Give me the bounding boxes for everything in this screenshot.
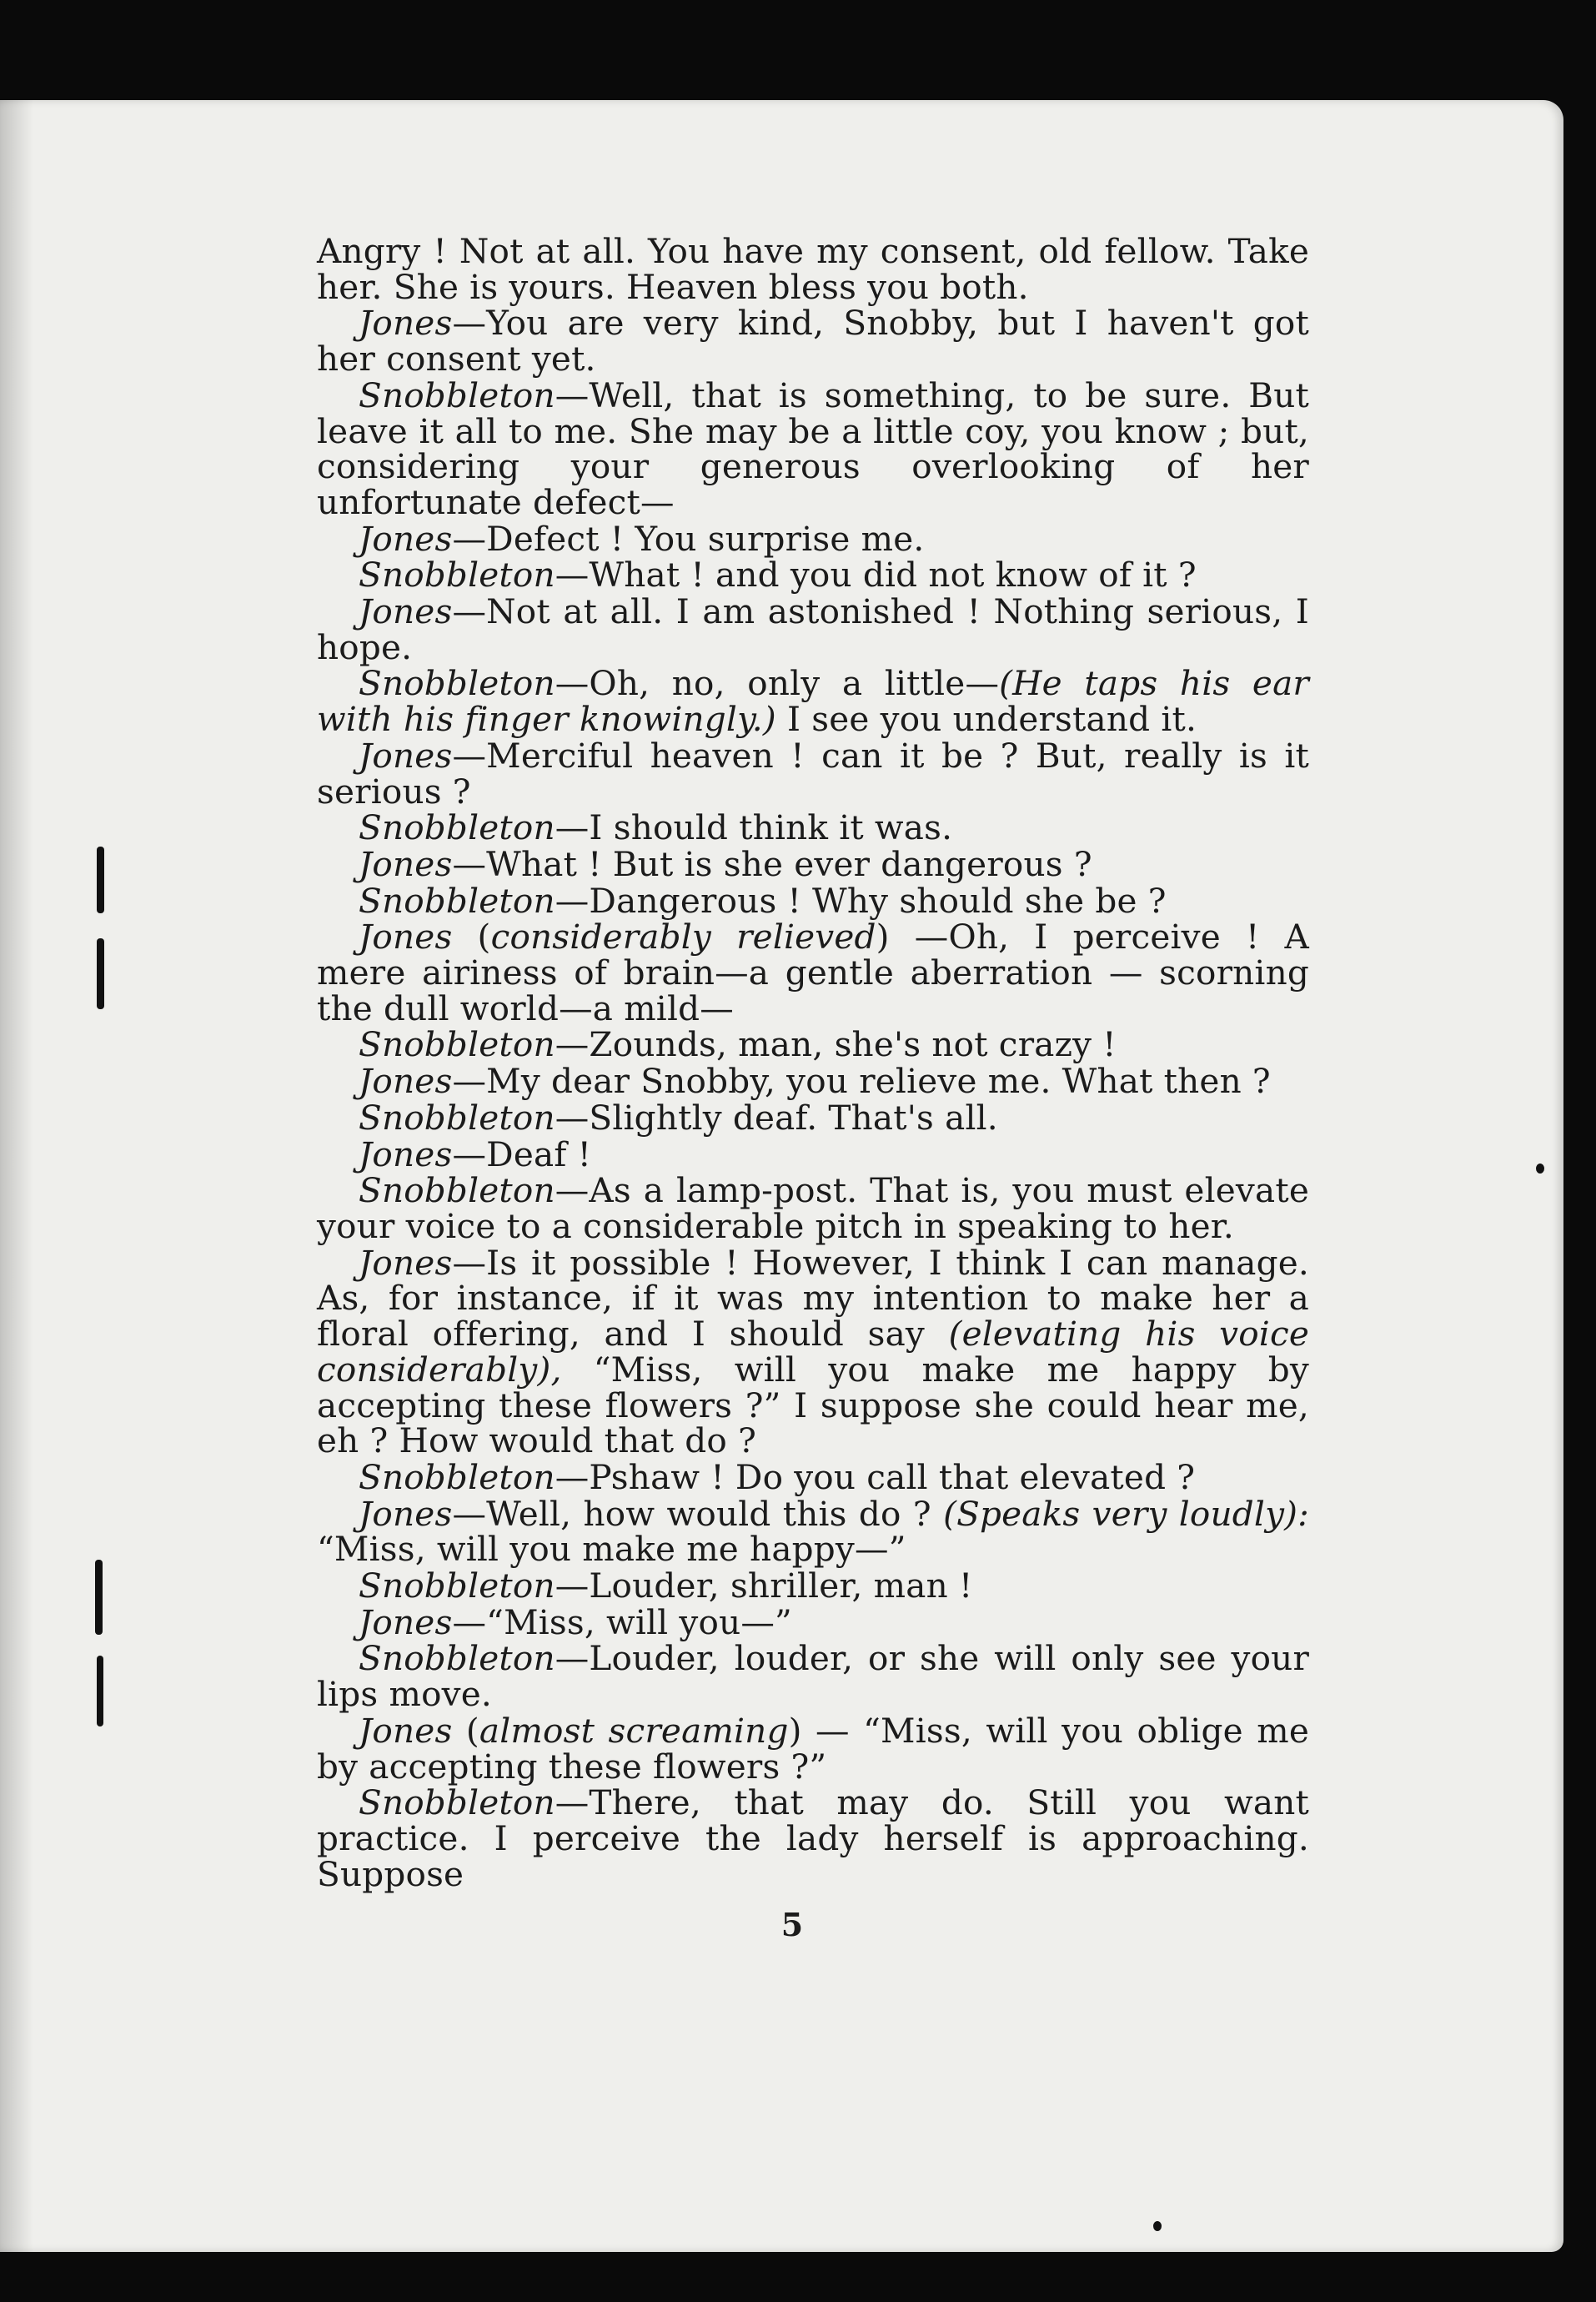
speck <box>1153 2221 1162 2231</box>
paragraph: Jones—Defect ! You surprise me. <box>359 518 925 559</box>
paragraph: Snobbleton—Dangerous ! Why should she be ? <box>359 880 1167 921</box>
speaker-name: Jones <box>359 917 453 957</box>
stage-direction: (Speaks very loudly): <box>943 1493 1309 1534</box>
binding-mark <box>97 847 104 913</box>
paragraph: Snobbleton—Louder, shriller, man ! <box>359 1566 973 1606</box>
binding-mark <box>95 1560 103 1635</box>
paragraph: Jones (considerably relieved) —Oh, I perceive ! A mere airiness of brain—a gentle aberration — scorning the dull world—a mild— <box>317 917 1309 1028</box>
speaker-name: Jones <box>359 1061 453 1102</box>
speaker-name: Jones <box>359 518 453 559</box>
speaker-name: Jones <box>359 1601 453 1642</box>
speck <box>1536 1164 1544 1174</box>
paragraph: Jones—What ! But is she ever dangerous ? <box>359 843 1092 884</box>
speaker-name: Jones <box>359 1710 453 1751</box>
binding-mark <box>97 938 104 1009</box>
stage-direction: (He taps his ear with his finger knowingly.) <box>317 663 1309 740</box>
stage-direction: almost screaming <box>479 1710 789 1751</box>
paragraph: Jones—My dear Snobby, you relieve me. What then ? <box>359 1061 1271 1102</box>
speaker-name: Snobbleton <box>359 880 555 921</box>
speaker-name: Snobbleton <box>359 555 555 596</box>
paragraph: Jones—Is it possible ! However, I think I can manage. As, for instance, if it was my intention to make her a floral offering, and I should say (elevating his voice considerably), “Miss, will you make me happy by accepting these flowers ?” I suppose she could hear me, eh ? How would that do ? <box>317 1242 1309 1461</box>
speaker-name: Snobbleton <box>359 1024 555 1065</box>
speaker-name: Jones <box>359 303 453 344</box>
paragraph: Snobbleton—There, that may do. Still you want practice. I perceive the lady herself is approaching. Suppose <box>317 1782 1309 1894</box>
paragraph: Snobbleton—As a lamp-post. That is, you must elevate your voice to a considerable pitch in speaking to her. <box>317 1170 1309 1246</box>
speaker-name: Jones <box>359 1493 453 1534</box>
paragraph: Angry ! Not at all. You have my consent, old fellow. Take her. She is yours. Heaven bless you both. <box>317 231 1309 307</box>
paragraph: Snobbleton—Pshaw ! Do you call that elevated ? <box>359 1456 1196 1497</box>
paragraph: Jones—You are very kind, Snobby, but I haven't got her consent yet. <box>317 303 1309 379</box>
paragraph: Jones—Not at all. I am astonished ! Nothing serious, I hope. <box>317 591 1309 667</box>
paragraph: Snobbleton—Well, that is something, to be sure. But leave it all to me. She may be a little coy, you know ; but, considering your generous overlooking of her unfortunate defect— <box>317 374 1309 522</box>
paragraph: Snobbleton—What ! and you did not know of it ? <box>359 555 1197 596</box>
speaker-name: Snobbleton <box>359 1566 555 1606</box>
paragraph: Jones—“Miss, will you—” <box>359 1601 792 1642</box>
paragraph: Jones—Deaf ! <box>359 1133 592 1174</box>
speaker-name: Snobbleton <box>359 1170 555 1211</box>
speaker-name: Jones <box>359 843 453 884</box>
speaker-name: Jones <box>359 591 453 632</box>
page-number: 5 <box>780 1906 804 1943</box>
paragraph: Snobbleton—Zounds, man, she's not crazy ! <box>359 1024 1117 1065</box>
binding-mark <box>97 1656 103 1726</box>
speaker-name: Snobbleton <box>359 663 555 704</box>
speaker-name: Snobbleton <box>359 1097 555 1138</box>
stage-direction: considerably relieved <box>490 917 876 957</box>
paragraph: Snobbleton—Slightly deaf. That's all. <box>359 1097 998 1138</box>
gutter-shadow <box>0 100 33 2252</box>
paragraph: Snobbleton—I should think it was. <box>359 807 953 848</box>
play-text <box>317 231 1310 1894</box>
stage-direction: (elevating his voice considerably), <box>317 1314 1309 1390</box>
speaker-name: Snobbleton <box>359 807 555 848</box>
speaker-name: Snobbleton <box>359 1456 555 1497</box>
paragraph: Jones—Merciful heaven ! can it be ? But, really is it serious ? <box>317 735 1309 812</box>
paragraph: Snobbleton—Louder, louder, or she will only see your lips move. <box>317 1638 1309 1715</box>
paragraph: Jones (almost screaming) — “Miss, will you oblige me by accepting these flowers ?” <box>317 1710 1310 1787</box>
paragraph: Snobbleton—Oh, no, only a little—(He taps his ear with his finger knowingly.) I see you understand it. <box>317 663 1309 740</box>
speaker-name: Jones <box>359 1133 453 1174</box>
speaker-name: Jones <box>359 1242 453 1283</box>
speaker-name: Snobbleton <box>359 374 555 415</box>
speaker-name: Snobbleton <box>359 1782 555 1823</box>
speaker-name: Snobbleton <box>359 1638 555 1679</box>
speaker-name: Jones <box>359 735 453 776</box>
paragraph: Jones—Well, how would this do ? (Speaks very loudly): “Miss, will you make me happy—” <box>317 1493 1309 1570</box>
